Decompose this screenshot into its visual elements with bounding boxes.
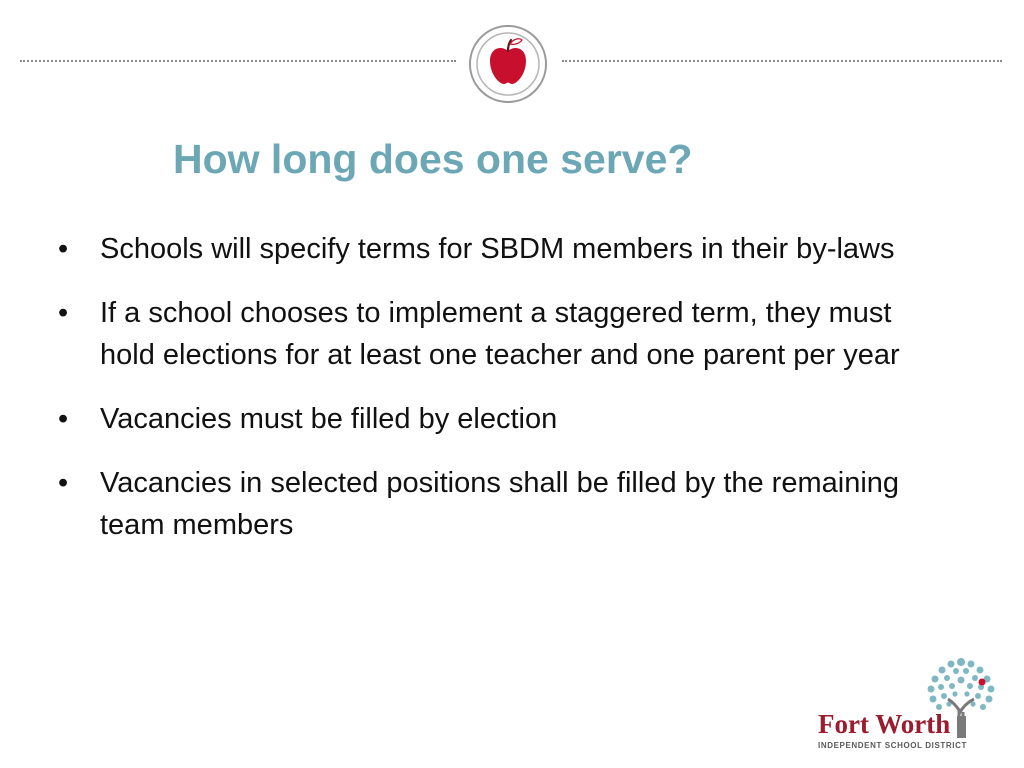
bullet-text: Vacancies in selected positions shall be filled by the remaining team members <box>100 467 900 541</box>
bullet-marker: • <box>58 297 69 329</box>
bullet-text: Vacancies must be filled by election <box>100 403 558 435</box>
bullet-list <box>58 228 938 568</box>
fort-worth-isd-logo <box>812 652 1008 756</box>
bullet-item <box>58 292 938 376</box>
bullet-text: If a school chooses to implement a staggered term, they must hold elections for at least one teacher and one parent per year <box>100 297 900 371</box>
bullet-marker: • <box>58 467 69 499</box>
bullet-marker: • <box>58 233 69 265</box>
bullet-text: Schools will specify terms for SBDM members in their by-laws <box>100 233 895 265</box>
logo-name: Fort Worth <box>818 709 951 739</box>
bullet-item <box>58 462 938 546</box>
dotted-divider-right <box>562 60 1002 62</box>
bullet-item <box>58 398 938 440</box>
logo-subtitle: INDEPENDENT SCHOOL DISTRICT <box>818 741 967 750</box>
bullet-marker: • <box>58 403 69 435</box>
bullet-item <box>58 228 938 270</box>
dotted-divider-left <box>20 60 456 62</box>
apple-icon <box>468 24 548 104</box>
slide-title: How long does one serve? <box>173 136 693 182</box>
